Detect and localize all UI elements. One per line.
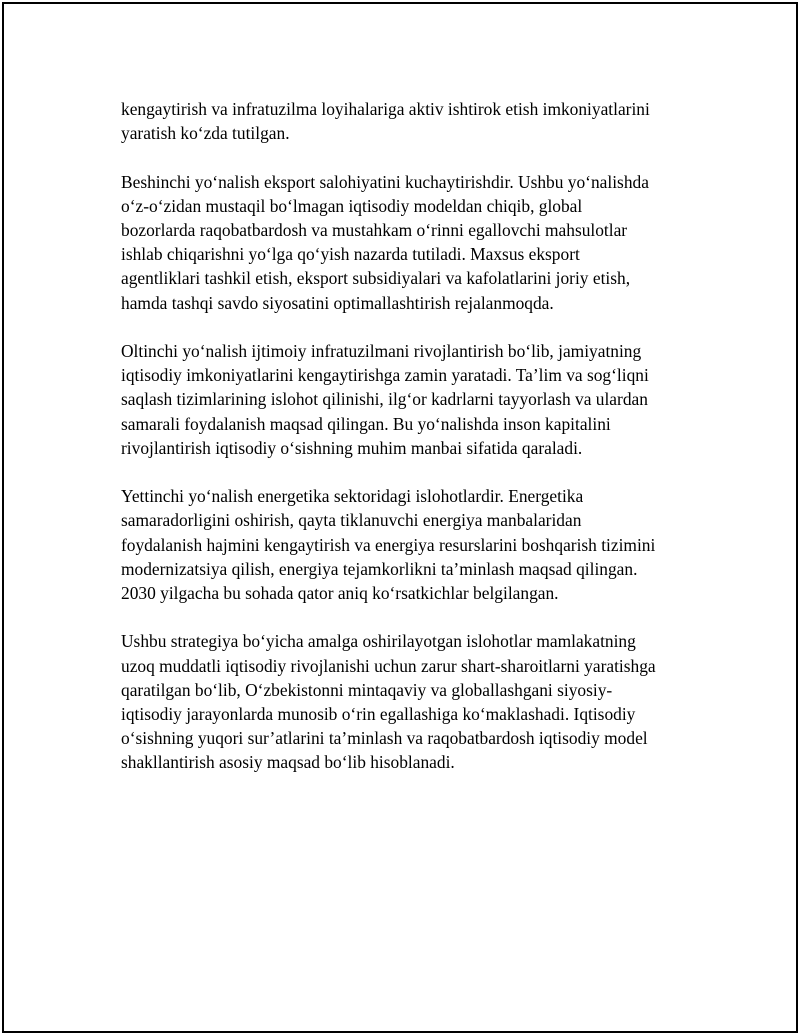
text-line: modernizatsiya qilish, energiya tejamkorlikni ta’minlash maqsad qilingan.	[121, 558, 638, 579]
text-line: oʻsishning yuqori sur’atlarini ta’minlash va raqobatbardosh iqtisodiy model	[121, 728, 648, 749]
text-line: agentliklari tashkil etish, eksport subsidiyalari va kafolatlarini joriy etish,	[121, 268, 631, 289]
paragraph-seventh-direction	[121, 484, 696, 605]
text-line: Beshinchi yoʻnalish eksport salohiyatini kuchaytirishdir. Ushbu yoʻnalishda	[121, 171, 649, 192]
text-line: uzoq muddatli iqtisodiy rivojlanishi uchun zarur shart-sharoitlarni yaratishga	[121, 655, 656, 676]
text-line: hamda tashqi savdo siyosatini optimallashtirish rejalanmoqda.	[121, 292, 554, 313]
text-line: iqtisodiy jarayonlarda munosib oʻrin egallashiga koʻmaklashadi. Iqtisodiy	[121, 704, 636, 725]
text-line: samarali foydalanish maqsad qilingan. Bu yoʻnalishda inson kapitalini	[121, 413, 611, 434]
text-line: qaratilgan boʻlib, Oʻzbekistonni mintaqaviy va globallashgani siyosiy-	[121, 679, 613, 700]
document-body	[121, 97, 696, 799]
text-line: foydalanish hajmini kengaytirish va energiya resurslarini boshqarish tizimini	[121, 534, 656, 555]
page-frame	[2, 2, 798, 1033]
text-line: saqlash tizimlarining islohot qilinishi, ilgʻor kadrlarni tayyorlash va ulardan	[121, 389, 648, 410]
text-line: Yettinchi yoʻnalish energetika sektoridagi islohotlardir. Energetika	[121, 486, 584, 507]
text-line: bozorlarda raqobatbardosh va mustahkam oʻrinni egallovchi mahsulotlar	[121, 220, 628, 240]
paragraph-sixth-direction	[121, 339, 696, 460]
paragraph-fifth-direction	[121, 170, 696, 315]
text-line: Ushbu strategiya boʻyicha amalga oshirilayotgan islohotlar mamlakatning	[121, 631, 636, 652]
text-line: ishlab chiqarishni yoʻlga qoʻyish nazarda tutiladi. Maxsus eksport	[121, 244, 580, 265]
text-line: rivojlantirish iqtisodiy oʻsishning muhim manbai sifatida qaraladi.	[121, 437, 583, 458]
text-line: yaratish koʻzda tutilgan.	[121, 123, 290, 144]
text-line: samaradorligini oshirish, qayta tiklanuvchi energiya manbalaridan	[121, 510, 582, 531]
paragraph-intro-continuation	[121, 97, 696, 145]
text-line: 2030 yilgacha bu sohada qator aniq koʻrsatkichlar belgilangan.	[121, 583, 559, 604]
text-line: Oltinchi yoʻnalish ijtimoiy infratuzilmani rivojlantirish boʻlib, jamiyatning	[121, 341, 642, 361]
text-line: shakllantirish asosiy maqsad boʻlib hisoblanadi.	[121, 752, 455, 773]
text-line: oʻz-oʻzidan mustaqil boʻlmagan iqtisodiy modeldan chiqib, global	[121, 195, 583, 216]
text-line: iqtisodiy imkoniyatlarini kengaytirishga zamin yaratadi. Ta’lim va sogʻliqni	[121, 365, 649, 386]
text-line: kengaytirish va infratuzilma loyihalariga aktiv ishtirok etish imkoniyatlarini	[121, 99, 650, 119]
paragraph-conclusion	[121, 629, 696, 774]
